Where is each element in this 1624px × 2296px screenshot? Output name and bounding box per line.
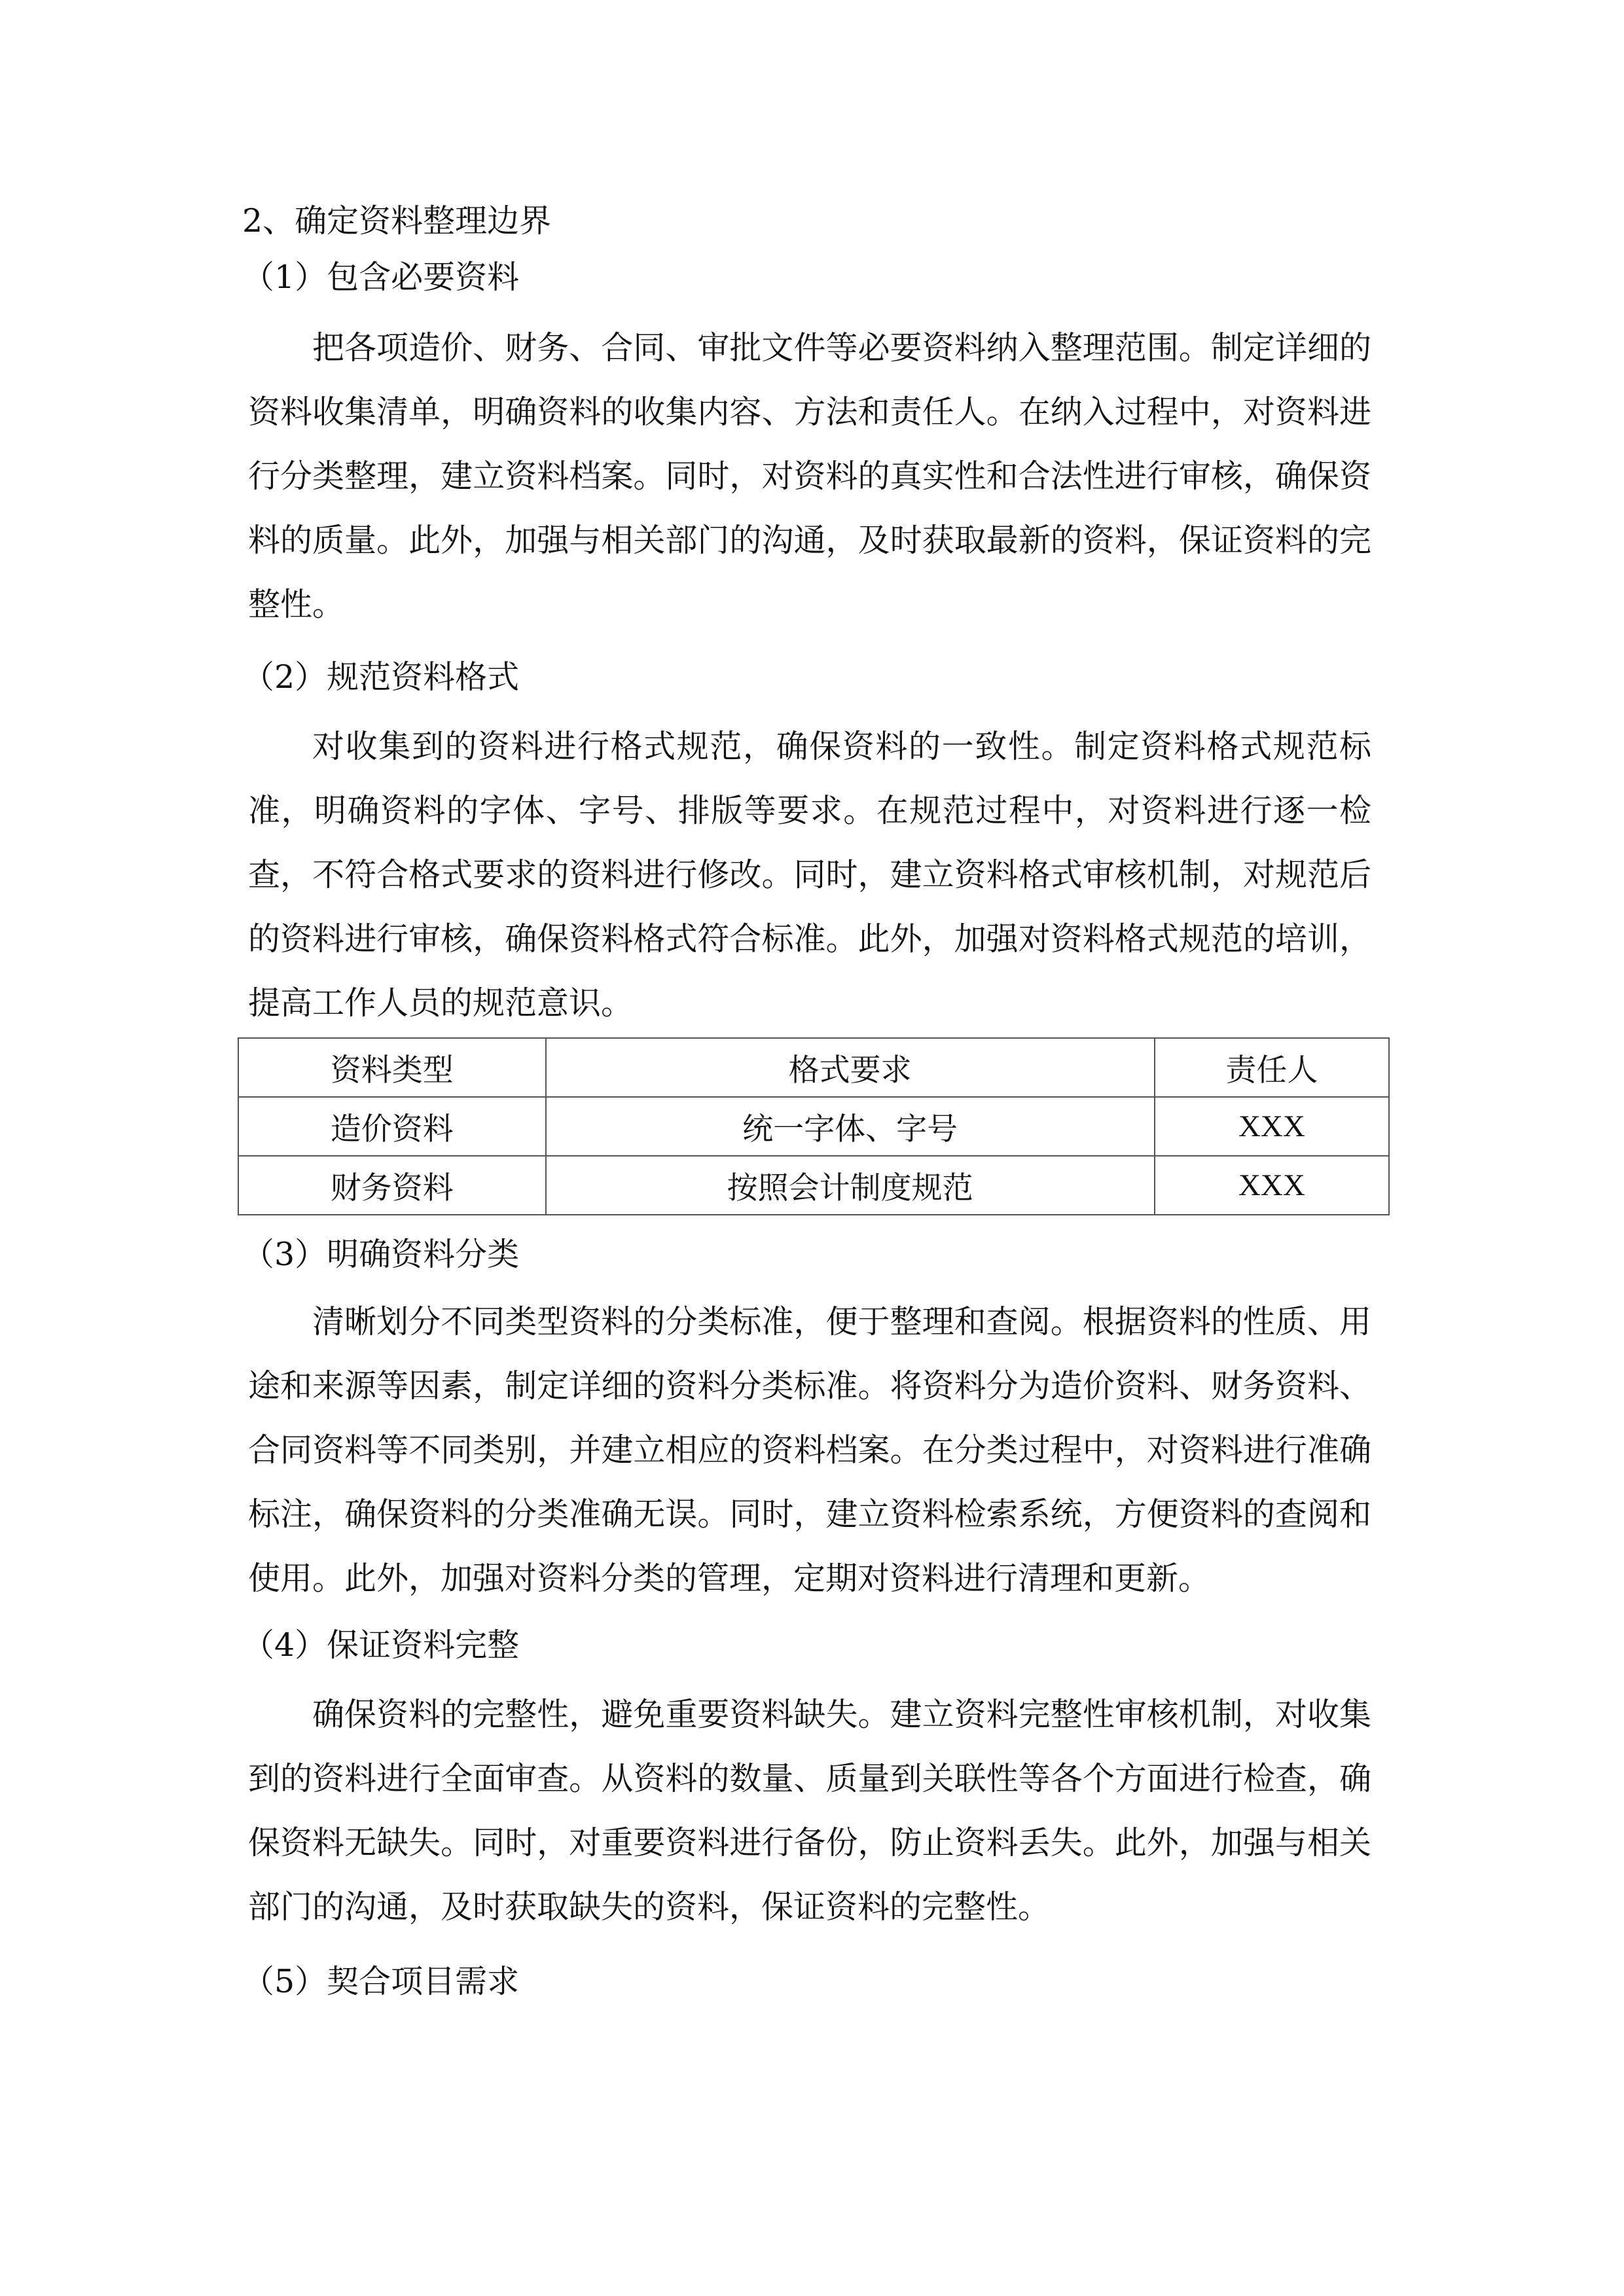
- table-header-row: [238, 1038, 1389, 1097]
- section-title: 2、确定资料整理边界: [242, 202, 552, 240]
- paragraph-3: 清晰划分不同类型资料的分类标准，便于整理和查阅。根据资料的性质、用途和来源等因素，制定详细的资料分类标准。将资料分为造价资料、财务资料、合同资料等不同类别，并建立相应的资料档案。在分类过程中，对资料进行准确标注，确保资料的分类准确无误。同时，建立资料检索系统，方便资料的查阅和使用。此外，加强对资料分类的管理，定期对资料进行清理和更新。: [248, 1303, 1371, 1597]
- table-header-cell: 责任人: [1155, 1038, 1389, 1097]
- table-cell: 按照会计制度规范: [546, 1156, 1155, 1215]
- subsection-heading-1: （1）包含必要资料: [242, 259, 520, 296]
- table-row: [238, 1097, 1389, 1156]
- table-header-cell: 格式要求: [546, 1038, 1155, 1097]
- subsection-heading-5: （5）契合项目需求: [242, 1963, 520, 2000]
- paragraph-1: 把各项造价、财务、合同、审批文件等必要资料纳入整理范围。制定详细的资料收集清单，明确资料的收集内容、方法和责任人。在纳入过程中，对资料进行分类整理，建立资料档案。同时，对资料的真实性和合法性进行审核，确保资料的质量。此外，加强与相关部门的沟通，及时获取最新的资料，保证资料的完整性。: [248, 329, 1371, 623]
- paragraph-2: 对收集到的资料进行格式规范，确保资料的一致性。制定资料格式规范标准，明确资料的字体、字号、排版等要求。在规范过程中，对资料进行逐一检查，不符合格式要求的资料进行修改。同时，建立资料格式审核机制，对规范后的资料进行审核，确保资料格式符合标准。此外，加强对资料格式规范的培训，提高工作人员的规范意识。: [248, 728, 1371, 1022]
- table-header-cell: 资料类型: [238, 1038, 546, 1097]
- subsection-heading-4: （4）保证资料完整: [242, 1626, 520, 1664]
- subsection-heading-3: （3）明确资料分类: [242, 1236, 520, 1273]
- table-cell: XXX: [1155, 1097, 1389, 1156]
- table-row: [238, 1156, 1389, 1215]
- table-cell: 造价资料: [238, 1097, 546, 1156]
- paragraph-4: 确保资料的完整性，避免重要资料缺失。建立资料完整性审核机制，对收集到的资料进行全面审查。从资料的数量、质量到关联性等各个方面进行检查，确保资料无缺失。同时，对重要资料进行备份，防止资料丢失。此外，加强与相关部门的沟通，及时获取缺失的资料，保证资料的完整性。: [248, 1696, 1371, 1926]
- format-table: [238, 1037, 1390, 1215]
- table-cell: 统一字体、字号: [546, 1097, 1155, 1156]
- table-cell: 财务资料: [238, 1156, 546, 1215]
- subsection-heading-2: （2）规范资料格式: [242, 658, 520, 696]
- table-cell: XXX: [1155, 1156, 1389, 1215]
